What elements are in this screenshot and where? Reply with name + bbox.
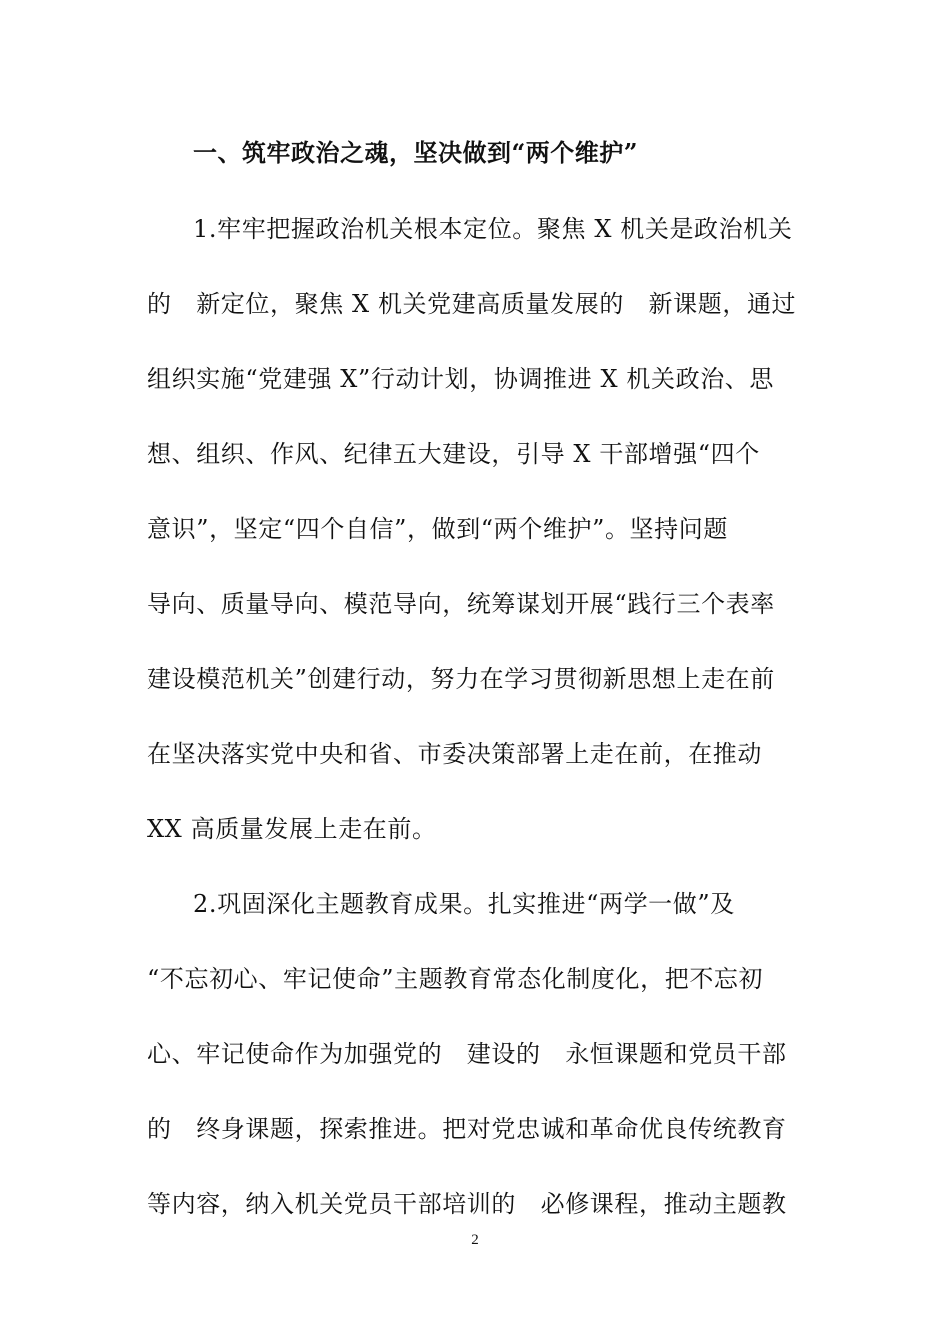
paragraph-1-line-4: 想、组织、作风、纪律五大建设，引导 X 干部增强“四个	[147, 440, 760, 468]
paragraph-2-line-1: 2.巩固深化主题教育成果。扎实推进“两学一做”及	[193, 890, 735, 918]
paragraph-1-line-7: 建设模范机关”创建行动，努力在学习贯彻新思想上走在前	[147, 665, 775, 693]
section-heading: 一、筑牢政治之魂，坚决做到“两个维护”	[193, 138, 639, 167]
paragraph-2-line-2: “不忘初心、牢记使命”主题教育常态化制度化，把不忘初	[147, 965, 764, 993]
paragraph-1-line-8: 在坚决落实党中央和省、市委决策部署上走在前，在推动	[147, 740, 762, 768]
paragraph-1-line-1: 1.牢牢把握政治机关根本定位。聚焦 X 机关是政治机关	[193, 215, 793, 243]
paragraph-1-line-5: 意识”，坚定“四个自信”，做到“两个维护”。坚持问题	[147, 515, 728, 543]
paragraph-1-line-9: XX 高质量发展上走在前。	[147, 815, 437, 843]
page-number: 2	[471, 1232, 479, 1248]
paragraph-1-line-6: 导向、质量导向、模范导向，统筹谋划开展“践行三个表率	[147, 590, 775, 618]
paragraph-1-line-3: 组织实施“党建强 X”行动计划，协调推进 X 机关政治、思	[147, 365, 774, 393]
paragraph-2-line-5: 等内容，纳入机关党员干部培训的 必修课程，推动主题教	[147, 1190, 787, 1218]
paragraph-1-line-2: 的 新定位，聚焦 X 机关党建高质量发展的 新课题，通过	[147, 290, 797, 318]
paragraph-2-line-3: 心、牢记使命作为加强党的 建设的 永恒课题和党员干部	[147, 1040, 787, 1068]
paragraph-2-line-4: 的 终身课题，探索推进。把对党忠诚和革命优良传统教育	[147, 1115, 787, 1143]
